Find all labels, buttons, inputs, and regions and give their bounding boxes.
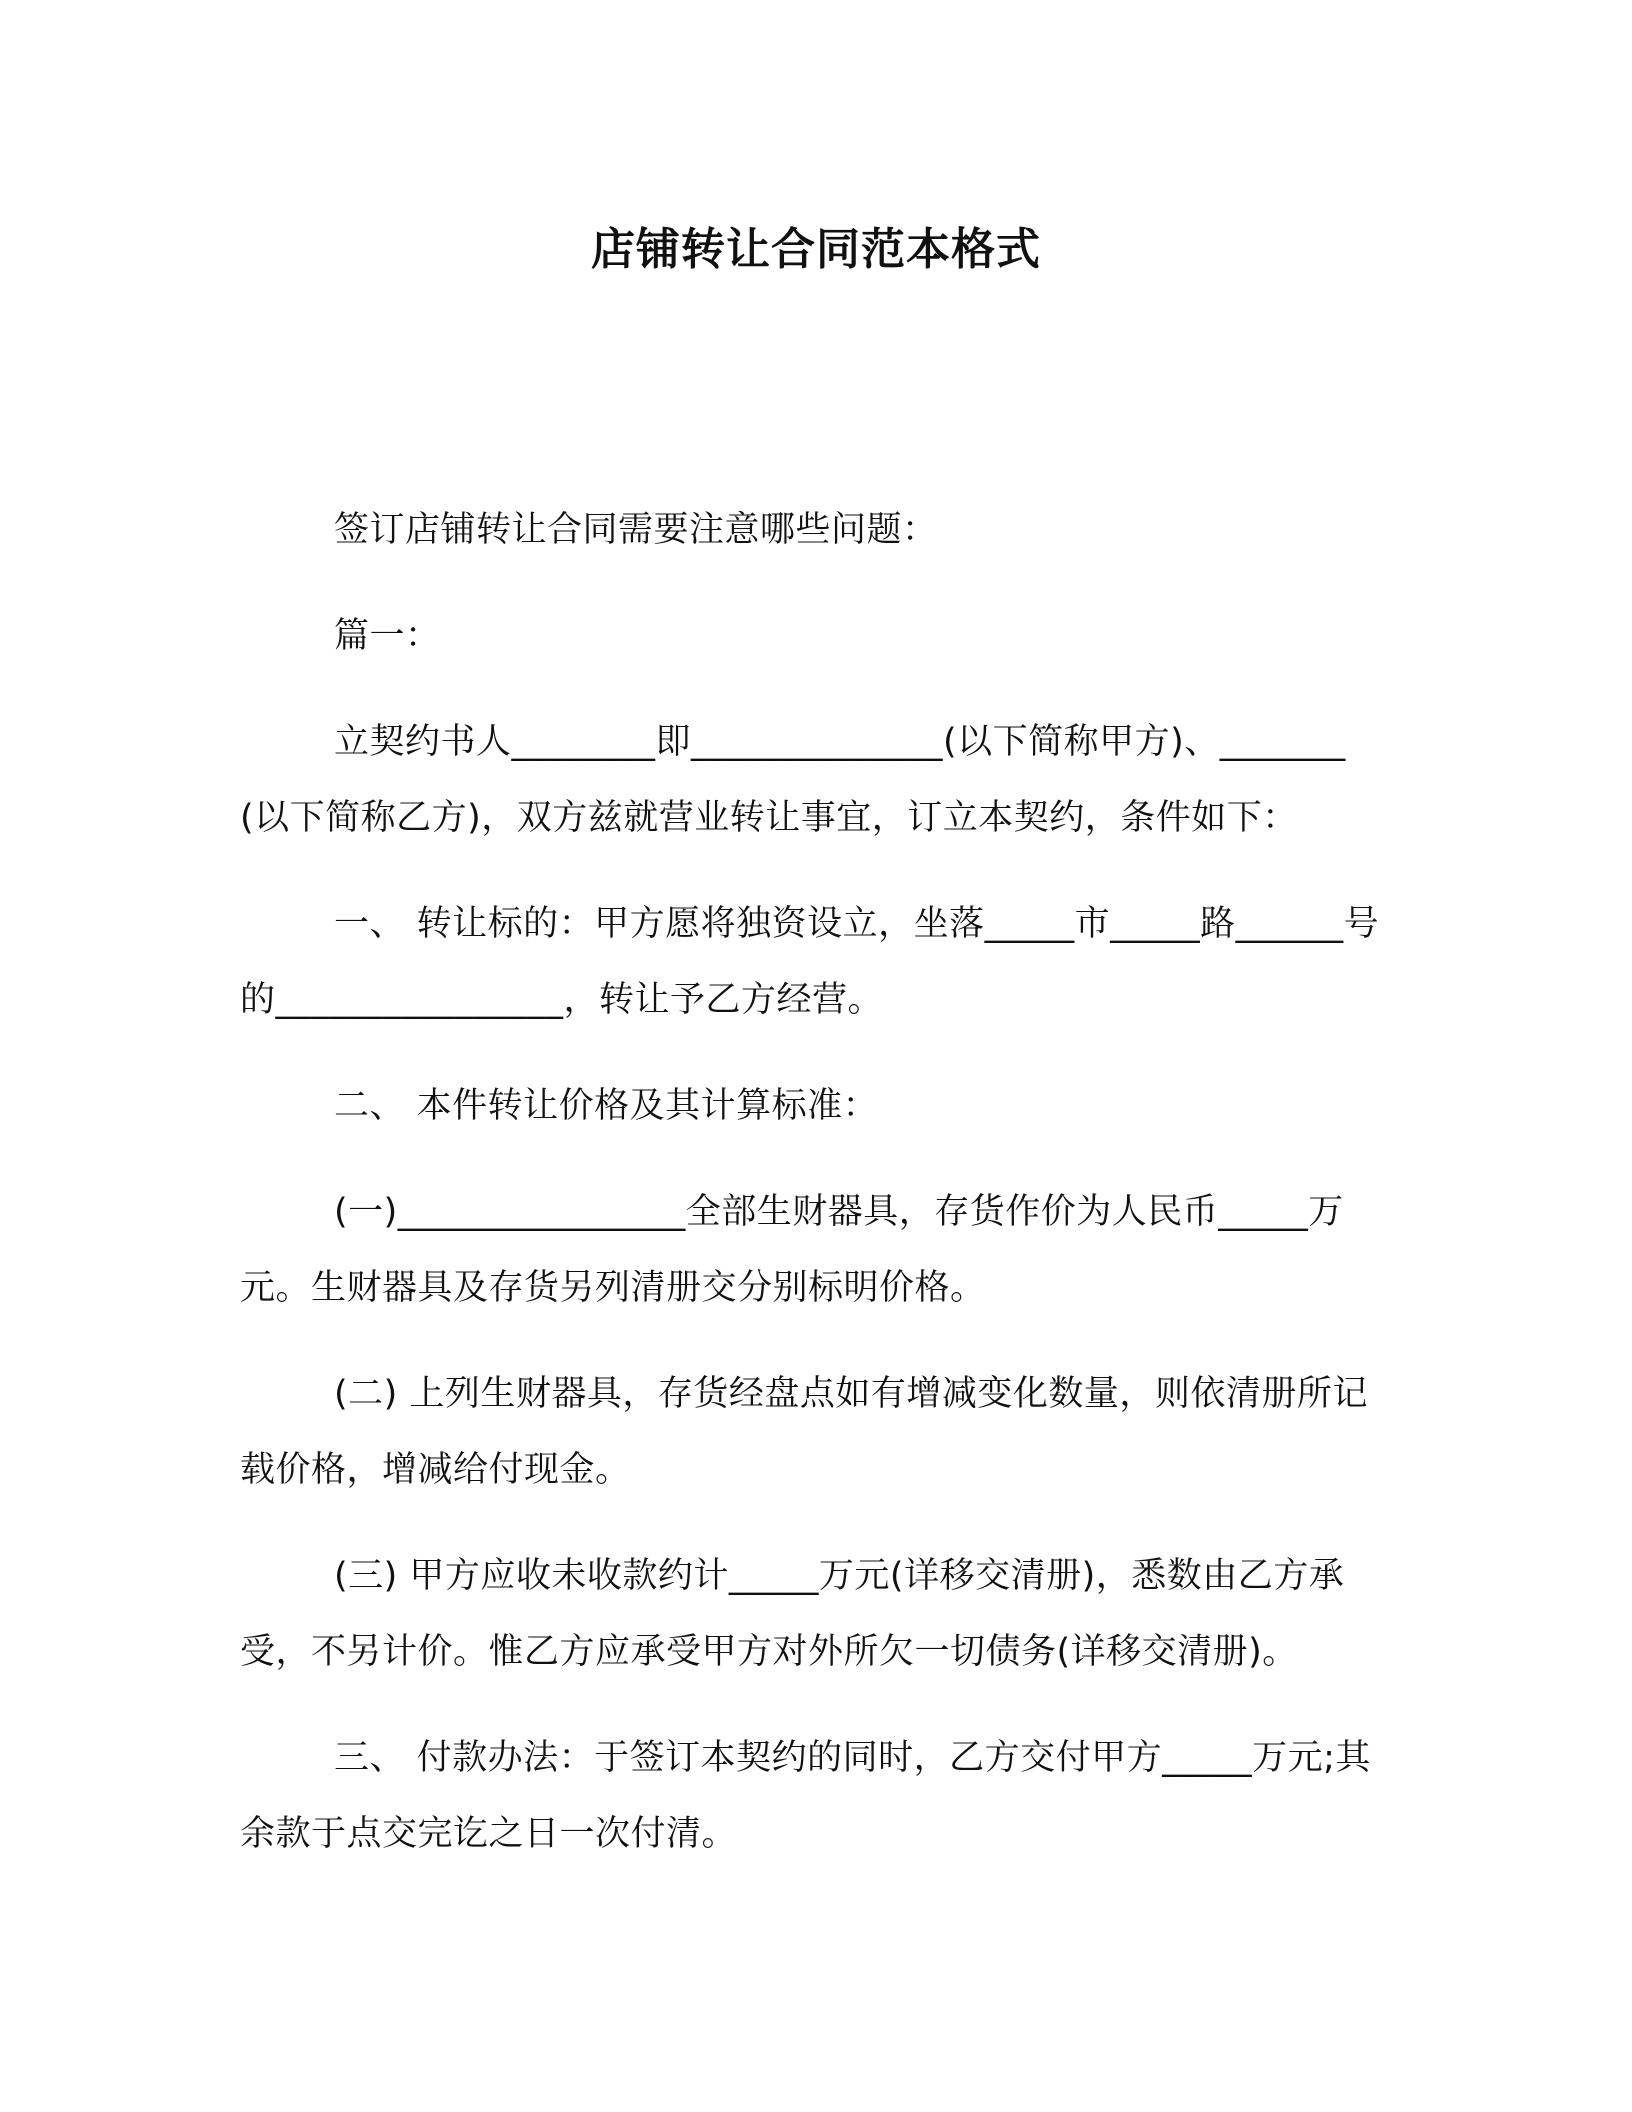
paragraph-price-item-2: (二) 上列生财器具，存货经盘点如有增减变化数量，则依清册所记载价格，增减给付现金。 — [240, 1374, 1368, 1490]
paragraph-section-label: 篇一： — [334, 616, 441, 656]
paragraph-price-item-3: (三) 甲方应收未收款约计_____万元(详移交清册)，悉数由乙方承受，不另计价。惟乙方应承受甲方对外所欠一切债务(详移交清册)。 — [240, 1556, 1345, 1672]
paragraph-parties: 立契约书人________即______________(以下简称甲方)、_______(以下简称乙方)，双方兹就营业转让事宜，订立本契约，条件如下： — [240, 722, 1346, 838]
paragraph-price-item-1: (一)________________全部生财器具，存货作价为人民币_____万元。生财器具及存货另列清册交分别标明价格。 — [240, 1192, 1344, 1308]
paragraph-transfer-object: 一、 转让标的：甲方愿将独资设立，坐落_____市_____路______号的________________，转让予乙方经营。 — [240, 904, 1380, 1020]
paragraph-price-heading: 二、 本件转让价格及其计算标准： — [334, 1086, 879, 1126]
paragraph-question: 签订店铺转让合同需要注意哪些问题： — [334, 510, 938, 550]
document-body — [240, 492, 1390, 1902]
paragraph-payment: 三、 付款办法：于签订本契约的同时，乙方交付甲方_____万元;其余款于点交完讫之日一次付清。 — [240, 1738, 1371, 1854]
document-title: 店铺转让合同范本格式 — [591, 224, 1041, 275]
